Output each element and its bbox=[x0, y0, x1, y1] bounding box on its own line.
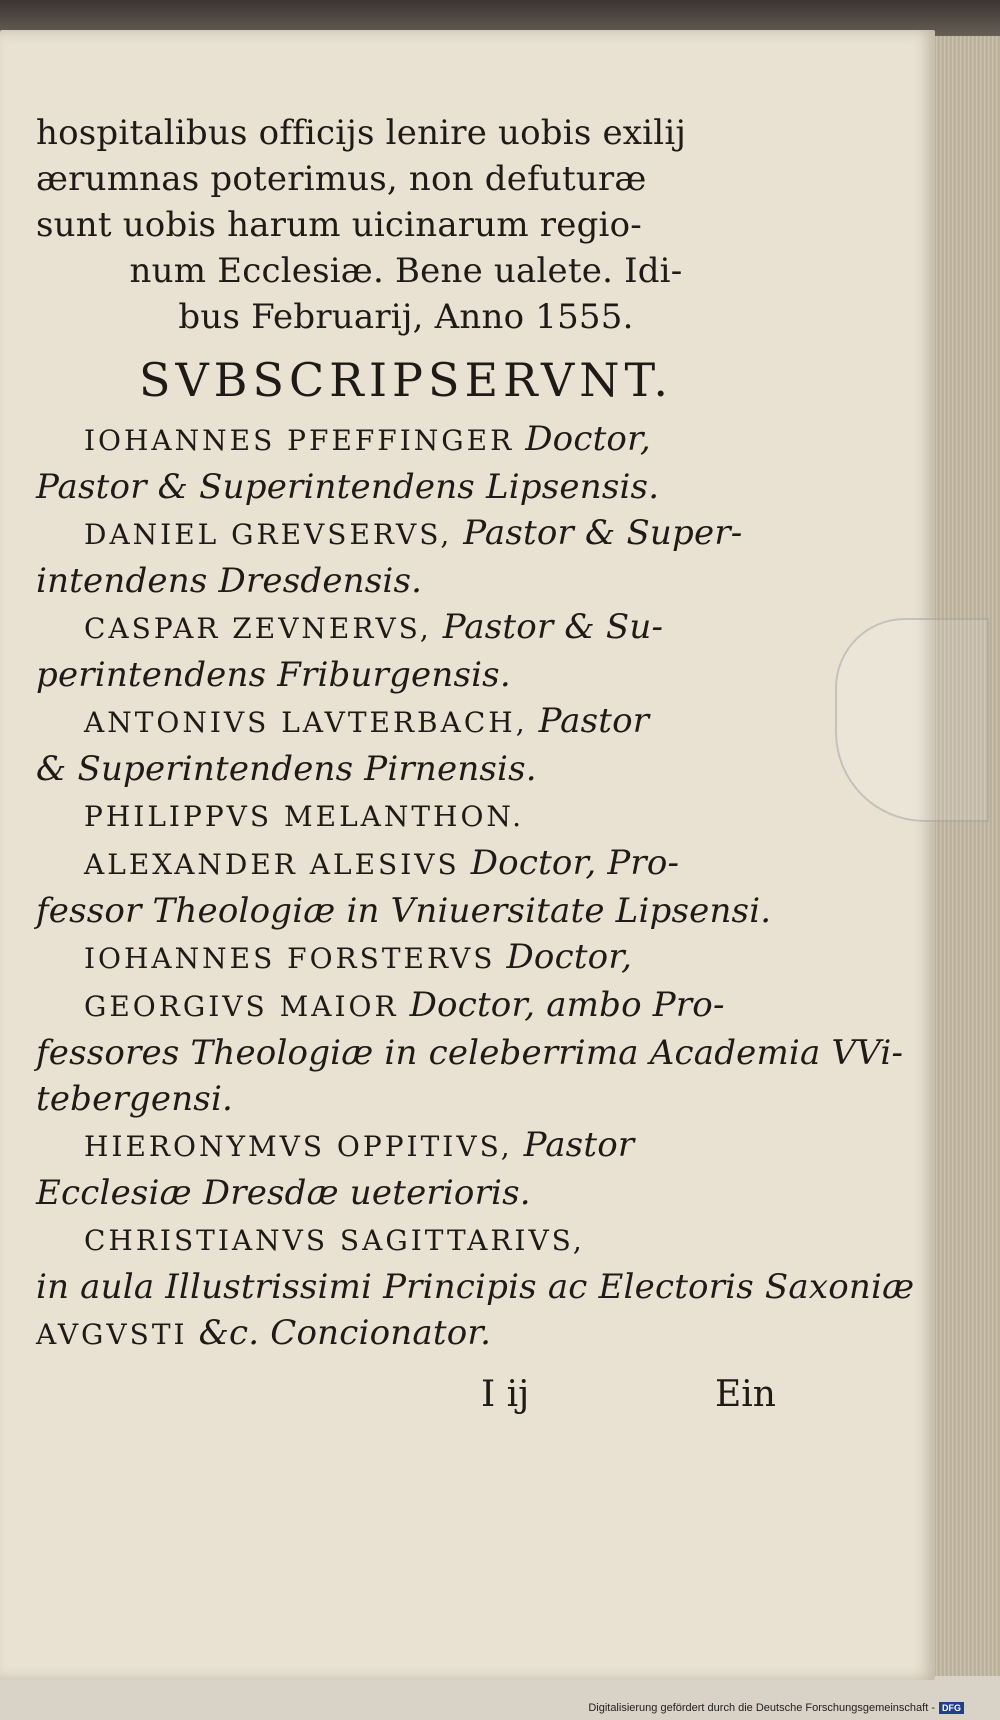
text-line: sunt uobis harum uicinarum regio- bbox=[36, 205, 642, 245]
book-fore-edge bbox=[925, 36, 1000, 1676]
signatory-line: HIERONYMVS OPPITIVS, Pastor bbox=[84, 1125, 635, 1165]
signatory-line: GEORGIVS MAIOR Doctor, ambo Pro- bbox=[84, 985, 725, 1025]
digitization-credit bbox=[588, 1702, 964, 1714]
signatory-line: CHRISTIANVS SAGITTARIVS, bbox=[84, 1224, 585, 1257]
signatory-line: IOHANNES PFEFFINGER Doctor, bbox=[84, 419, 651, 459]
signatory-cont: in aula Illustrissimi Principis ac Electoris Saxoniæ bbox=[36, 1267, 915, 1307]
signatory-line: AVGVSTI &c. Concionator. bbox=[36, 1313, 492, 1353]
plastic-page-clip bbox=[835, 618, 989, 822]
signatory-line: CASPAR ZEVNERVS, Pastor & Su- bbox=[84, 607, 664, 647]
signature-mark: I ij bbox=[481, 1374, 530, 1415]
signatory-line: PHILIPPVS MELANTHON. bbox=[84, 800, 525, 833]
text-line: num Ecclesiæ. Bene ualete. Idi- bbox=[129, 251, 683, 291]
signatory-line: IOHANNES FORSTERVS Doctor, bbox=[84, 937, 633, 977]
text-line: bus Februarij, Anno 1555. bbox=[178, 297, 634, 337]
signatory-cont: tebergensi. bbox=[36, 1079, 234, 1119]
page-signature-row bbox=[36, 1372, 776, 1418]
signatory-cont: fessores Theologiæ in celeberrima Academia VVi- bbox=[36, 1033, 904, 1073]
dfg-logo: DFG bbox=[939, 1702, 964, 1714]
signatory-line: ANTONIVS LAVTERBACH, Pastor bbox=[84, 701, 650, 741]
signatory-cont: Pastor & Superintendens Lipsensis. bbox=[36, 467, 660, 507]
catchword: Ein bbox=[715, 1374, 776, 1415]
signatory-line: DANIEL GREVSERVS, Pastor & Super- bbox=[84, 513, 743, 553]
signatory-cont: & Superintendens Pirnensis. bbox=[36, 749, 537, 789]
signatory-line: ALEXANDER ALESIVS Doctor, Pro- bbox=[84, 843, 680, 883]
signatory-cont: intendens Dresdensis. bbox=[36, 561, 423, 601]
credit-text: Digitalisierung gefördert durch die Deutsche Forschungsgemeinschaft - bbox=[588, 1701, 935, 1714]
signatory-cont: Ecclesiæ Dresdæ ueterioris. bbox=[36, 1173, 531, 1213]
subscriptions-heading: SVBSCRIPSERVNT. bbox=[138, 353, 674, 407]
page-text bbox=[36, 110, 915, 1418]
signatory-cont: fessor Theologiæ in Vniuersitate Lipsensi. bbox=[36, 891, 772, 931]
text-line: ærumnas poterimus, non defuturæ bbox=[36, 159, 647, 199]
signatory-cont: perintendens Friburgensis. bbox=[36, 655, 511, 695]
text-line: hospitalibus officijs lenire uobis exilij bbox=[36, 113, 687, 153]
